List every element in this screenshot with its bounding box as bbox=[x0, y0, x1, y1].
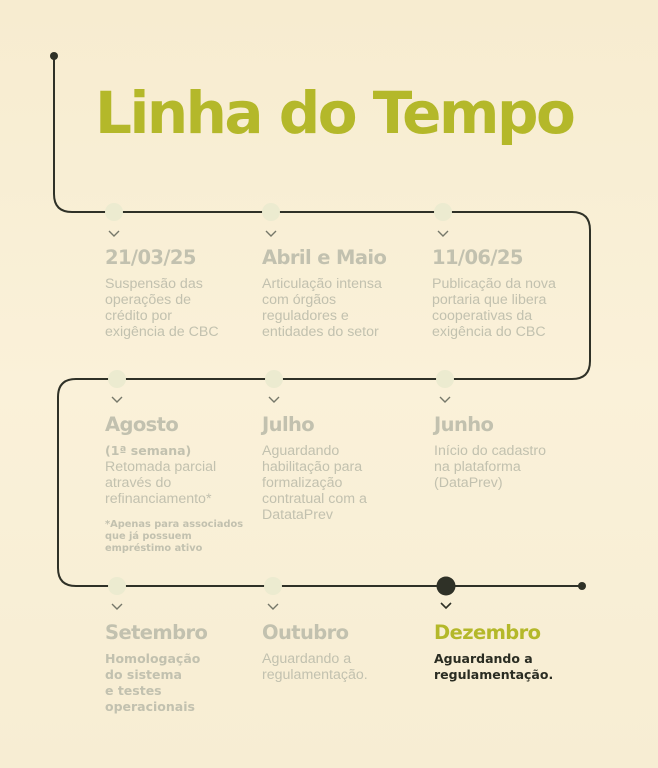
event-date: Junho bbox=[434, 413, 494, 436]
event-agosto bbox=[105, 415, 275, 555]
marker-julho bbox=[265, 370, 283, 402]
event-11-06-25 bbox=[432, 248, 602, 340]
event-description: Início do cadastro na plataforma (DataPrev) bbox=[434, 442, 546, 491]
event-description: Homologação do sistema e testes operacionais bbox=[105, 650, 201, 714]
event-footnote: *Apenas para associados que já possuem empréstimo ativo bbox=[105, 518, 244, 554]
event-setembro bbox=[105, 623, 275, 715]
event-date: 21/03/25 bbox=[105, 246, 196, 269]
event-date: Abril e Maio bbox=[262, 246, 387, 269]
chevron-down-icon bbox=[112, 397, 122, 402]
event-date: Julho bbox=[262, 413, 315, 436]
event-description: Aguardando a regulamentação. bbox=[434, 650, 554, 682]
chevron-down-icon bbox=[438, 231, 448, 236]
event-date: Setembro bbox=[105, 621, 208, 644]
event-subtitle: (1ª semana) bbox=[105, 442, 192, 458]
chevron-down-icon bbox=[269, 397, 279, 402]
event-description: Aguardando a regulamentação. bbox=[262, 650, 368, 683]
event-description: Suspensão das operações de crédito por exigência de CBC bbox=[105, 275, 219, 340]
event-description: Publicação da nova portaria que libera cooperativas da exigência do CBC bbox=[432, 275, 556, 340]
event-julho bbox=[262, 415, 432, 523]
marker-junho bbox=[436, 370, 454, 402]
event-outubro bbox=[262, 623, 432, 683]
event-date: Agosto bbox=[105, 413, 179, 436]
event-description: Aguardando habilitação para formalização contratual com a DatataPrev bbox=[262, 442, 367, 523]
marker-dezembro bbox=[437, 577, 456, 609]
marker-abril-e-maio bbox=[262, 203, 280, 236]
event-date: 11/06/25 bbox=[432, 246, 523, 269]
event-junho bbox=[434, 415, 604, 491]
chevron-down-icon bbox=[441, 603, 451, 608]
timeline-start-dot bbox=[50, 52, 58, 60]
event-dezembro bbox=[434, 623, 604, 683]
chevron-down-icon bbox=[112, 604, 122, 609]
marker-11-06-25 bbox=[434, 203, 452, 236]
marker-setembro bbox=[108, 577, 126, 609]
event-description: Articulação intensa com órgãos reguladores e entidades do setor bbox=[262, 275, 382, 340]
page-title: Linha do Tempo bbox=[95, 79, 574, 147]
event-date: Dezembro bbox=[434, 621, 541, 644]
marker-outubro bbox=[264, 577, 282, 609]
timeline-end-dot bbox=[578, 582, 586, 590]
marker-21-03-25 bbox=[105, 203, 123, 236]
event-abril-e-maio bbox=[262, 248, 432, 340]
chevron-down-icon bbox=[109, 231, 119, 236]
event-description: Retomada parcial através do refinanciamento* bbox=[105, 458, 217, 507]
marker-agosto bbox=[108, 370, 126, 402]
event-date: Outubro bbox=[262, 621, 349, 644]
chevron-down-icon bbox=[266, 231, 276, 236]
chevron-down-icon bbox=[268, 604, 278, 609]
event-21-03-25 bbox=[105, 248, 255, 340]
chevron-down-icon bbox=[440, 397, 450, 402]
